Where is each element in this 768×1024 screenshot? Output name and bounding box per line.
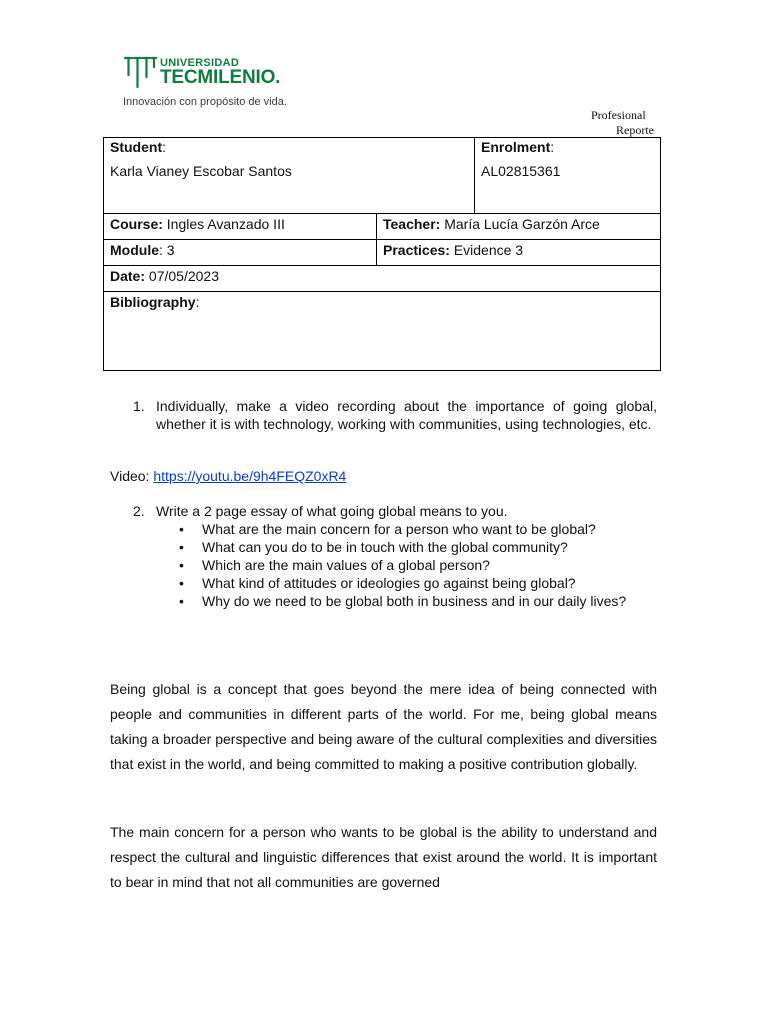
- doc-type-line2: Reporte: [616, 123, 654, 137]
- task-1-number: 1.: [133, 398, 145, 414]
- course-cell: [104, 215, 376, 233]
- practices-label: Practices:: [383, 242, 450, 258]
- video-link[interactable]: https://youtu.be/9h4FEQZ0xR4: [153, 468, 347, 484]
- university-logo: [122, 55, 312, 111]
- question-text: What kind of attitudes or ideologies go against being global?: [202, 575, 576, 591]
- teacher-value: María Lucía Garzón Arce: [440, 216, 600, 232]
- bullet-icon: •: [179, 575, 184, 591]
- bibliography-cell: [104, 293, 660, 311]
- bullet-icon: •: [179, 539, 184, 555]
- student-value: Karla Vianey Escobar Santos: [110, 163, 292, 179]
- student-info-table: [103, 137, 661, 371]
- module-value: : 3: [159, 242, 175, 258]
- essay-paragraph-1: Being global is a concept that goes beyond the mere idea of being connected with people and communities in different parts of the world. For me, being global means taking a broader perspective and being aware of the cultural complexities and diversities that exist in the world, and being committed to making a positive contribution globally.: [110, 681, 657, 772]
- enrolment-cell: [475, 138, 660, 156]
- question-text: Which are the main values of a global person?: [202, 557, 490, 573]
- module-label: Module: [110, 242, 159, 258]
- bibliography-label: Bibliography: [110, 294, 196, 310]
- teacher-cell: [377, 215, 660, 233]
- university-label: UNIVERSIDAD: [160, 57, 240, 69]
- essay-paragraph-2: The main concern for a person who wants to be global is the ability to understand and respect the cultural and linguistic differences that exist around the world. It is important to bear in mind that not all communities are governed: [110, 824, 657, 890]
- student-cell: [104, 138, 474, 156]
- course-label: Course:: [110, 216, 163, 232]
- university-name: TECMILENIO.: [160, 67, 281, 88]
- list-item: [179, 574, 658, 592]
- date-value: 07/05/2023: [145, 268, 219, 284]
- date-cell: [104, 267, 660, 285]
- tecmilenio-emblem-icon: [122, 55, 158, 89]
- student-label: Student: [110, 139, 163, 155]
- enrolment-label: Enrolment: [481, 139, 551, 155]
- bullet-icon: •: [179, 521, 184, 537]
- module-cell: [104, 241, 376, 259]
- list-item: [179, 592, 658, 610]
- question-text: What can you do to be in touch with the global community?: [202, 539, 568, 555]
- list-item: [179, 556, 658, 574]
- practices-cell: [377, 241, 660, 259]
- question-text: What are the main concern for a person who want to be global?: [202, 521, 596, 537]
- university-tagline: Innovación con propósito de vida.: [123, 96, 287, 108]
- date-label: Date:: [110, 268, 146, 284]
- task-2-questions: [179, 520, 658, 610]
- doc-type-line1: Profesional: [591, 108, 646, 122]
- video-label: Video:: [110, 468, 154, 484]
- task-1-text: Individually, make a video recording about the importance of going global, whether it is with technology, working with communities, using technologies, etc.: [156, 398, 657, 432]
- practices-value: Evidence 3: [449, 242, 524, 258]
- teacher-label: Teacher:: [383, 216, 441, 232]
- list-item: [179, 520, 658, 538]
- list-item: [179, 538, 658, 556]
- enrolment-value: AL02815361: [481, 163, 561, 179]
- task-2-number: 2.: [133, 503, 145, 519]
- bibliography-label-colon: :: [195, 294, 200, 310]
- enrolment-label-colon: :: [550, 139, 555, 155]
- question-text: Why do we need to be global both in business and in our daily lives?: [202, 593, 627, 609]
- task-2-text: Write a 2 page essay of what going global means to you.: [156, 503, 508, 519]
- student-label-colon: :: [162, 139, 166, 155]
- course-value: Ingles Avanzado III: [162, 216, 285, 232]
- bullet-icon: •: [179, 593, 184, 609]
- video-line: [110, 467, 346, 485]
- bullet-icon: •: [179, 557, 184, 573]
